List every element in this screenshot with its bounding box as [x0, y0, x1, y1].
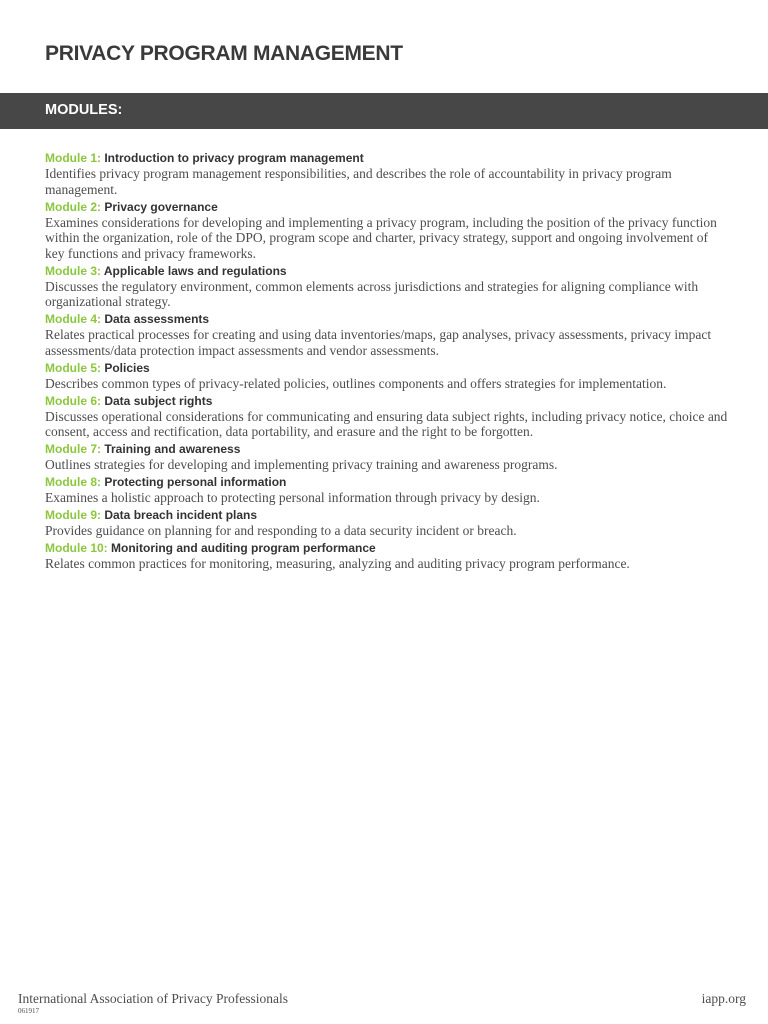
module-number: Module 8: — [45, 475, 101, 489]
module-item — [45, 311, 730, 358]
module-item — [45, 507, 730, 539]
module-item — [45, 263, 730, 310]
module-item — [45, 150, 730, 197]
footer-website: iapp.org — [701, 991, 746, 1006]
module-heading — [45, 393, 730, 409]
module-title: Data subject rights — [104, 393, 213, 408]
module-title: Data breach incident plans — [104, 508, 258, 522]
module-title: Monitoring and auditing program performance — [111, 541, 376, 555]
module-item — [45, 199, 730, 262]
module-description: Provides guidance on planning for and responding to a data security incident or breach. — [45, 523, 517, 538]
module-description: Discusses the regulatory environment, common elements across jurisdictions and strategies for aligning compliance with organizational strategy. — [45, 278, 699, 309]
module-number: Module 3: — [45, 263, 101, 278]
modules-section-label: MODULES: — [45, 102, 123, 118]
module-number: Module 9: — [45, 508, 101, 522]
module-item — [45, 441, 730, 473]
module-title: Applicable laws and regulations — [103, 263, 287, 278]
module-description: Identifies privacy program management responsibilities, and describes the role of accountability in privacy program management. — [45, 166, 672, 197]
module-heading — [45, 540, 730, 556]
module-heading — [45, 507, 730, 523]
module-title: Privacy governance — [104, 199, 218, 214]
module-description: Examines considerations for developing and implementing a privacy program, including the position of the privacy function within the organization, role of the DPO, program scope and charter, privacy strategy, support and ongoing involvement of key functions and privacy frameworks. — [45, 214, 717, 261]
module-description: Relates common practices for monitoring, measuring, analyzing and auditing privacy program performance. — [45, 556, 630, 571]
module-title: Data assessments — [104, 312, 210, 326]
module-number: Module 1: — [45, 151, 101, 165]
footer-organization: International Association of Privacy Professionals — [18, 991, 288, 1006]
module-title: Policies — [104, 360, 150, 375]
module-number: Module 5: — [45, 360, 101, 375]
module-heading — [45, 474, 730, 490]
module-description: Examines a holistic approach to protecting personal information through privacy by design. — [45, 490, 540, 505]
module-title: Introduction to privacy program management — [104, 151, 364, 165]
module-number: Module 6: — [45, 393, 101, 408]
module-number: Module 4: — [45, 312, 101, 326]
module-description: Discusses operational considerations for communicating and ensuring data subject rights, including privacy notice, choice and consent, access and rectification, data portability, and erasure and the right to be forgotten. — [45, 408, 728, 439]
module-heading — [45, 360, 730, 376]
module-heading — [45, 263, 730, 279]
module-number: Module 2: — [45, 199, 101, 214]
module-number: Module 10: — [45, 541, 108, 555]
module-heading — [45, 311, 730, 327]
module-item — [45, 540, 730, 572]
module-title: Protecting personal information — [104, 475, 287, 489]
module-list — [45, 150, 730, 573]
module-title: Training and awareness — [104, 442, 241, 456]
footer-document-code: 061917 — [18, 1007, 39, 1015]
module-description: Relates practical processes for creating and using data inventories/maps, gap analyses, privacy assessments, privacy impact assessments/data protection impact assessments and vendor assessments. — [45, 327, 712, 358]
module-item — [45, 360, 730, 392]
module-heading — [45, 199, 730, 215]
module-heading — [45, 441, 730, 457]
module-description: Describes common types of privacy-related policies, outlines components and offers strategies for implementation. — [45, 375, 667, 391]
module-item — [45, 474, 730, 506]
module-heading — [45, 150, 730, 166]
module-description: Outlines strategies for developing and implementing privacy training and awareness programs. — [45, 457, 558, 472]
page-title: PRIVACY PROGRAM MANAGEMENT — [45, 42, 403, 65]
module-number: Module 7: — [45, 442, 101, 456]
module-item — [45, 393, 730, 440]
modules-section-bar — [0, 93, 768, 129]
